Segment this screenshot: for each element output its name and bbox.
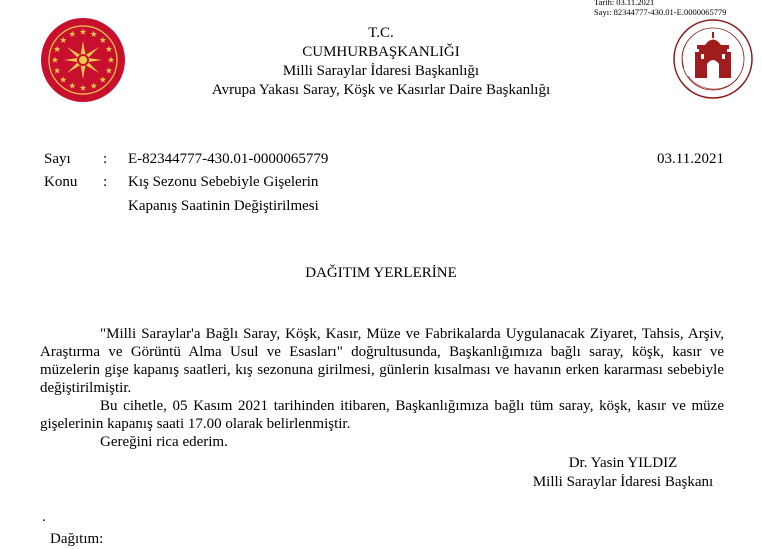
signatory-title: Milli Saraylar İdaresi Başkanı: [532, 474, 714, 490]
footer-dot: .: [42, 509, 46, 525]
sayi-label: Sayı: [44, 151, 71, 167]
header-presidency: CUMHURBAŞKANLIĞI: [302, 44, 460, 60]
konu-label: Konu: [44, 174, 78, 190]
stamp-number: Sayı: 82344777-430.01-E.0000065779: [594, 7, 727, 17]
header-administration: Milli Saraylar İdaresi Başkanlığı: [282, 63, 480, 79]
sayi-value: E-82344777-430.01-0000065779: [128, 151, 329, 167]
signatory-name: Dr. Yasin YILDIZ: [568, 455, 678, 471]
body-paragraph-1: "Milli Saraylar'a Bağlı Saray, Köşk, Kasır, Müze ve Fabrikalarda Uygulanacak Ziyaret, Tahsis, Arşiv, Araştırma ve Görüntü Alma Usul ve Esasları" doğrultusunda, Başkanlığımıza bağlı saray, köşk, kasır ve müzelerin gişe kapanış saatleri, kış sezonuna girilmesi, günlerin kısalması ve havanın erken kararması sebebiyle değiştirilmiştir.: [40, 326, 724, 396]
header-tc: T.C.: [368, 25, 394, 41]
header-department: Avrupa Yakası Saray, Köşk ve Kasırlar Daire Başkanlığı: [211, 82, 551, 98]
distribution-label: Dağıtım:: [50, 531, 104, 547]
stamp-date: Tarih: 03.11.2021: [594, 0, 655, 7]
recipient-heading: DAĞITIM YERLERİNE: [305, 265, 457, 281]
letterhead: [0, 24, 762, 100]
letter-body: [40, 325, 724, 451]
konu-colon: :: [103, 174, 108, 190]
body-paragraph-2: Bu cihetle, 05 Kasım 2021 tarihinden itibaren, Başkanlığımıza bağlı tüm saray, köşk, kasır ve müze gişelerinin kapanış saati 17.00 olarak belirlenmiştir.: [40, 398, 724, 432]
document-date: 03.11.2021: [657, 151, 724, 167]
document-stamp: [594, 0, 726, 17]
konu-line-2: Kapanış Saatinin Değiştirilmesi: [128, 198, 319, 214]
konu-line-1: Kış Sezonu Sebebiyle Gişelerin: [128, 174, 319, 190]
sayi-colon: :: [103, 151, 108, 167]
signature-block: [508, 454, 738, 492]
body-paragraph-3: Gereğini rica ederim.: [100, 434, 228, 450]
